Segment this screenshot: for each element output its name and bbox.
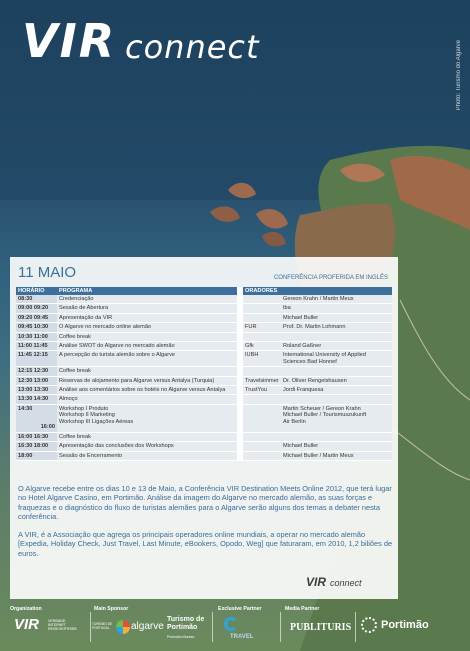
table-row <box>16 313 392 322</box>
table-row <box>16 304 392 313</box>
header-oradores: ORADORES <box>243 287 392 295</box>
table-row <box>16 442 392 451</box>
row-organization-text: Gfk <box>245 343 254 350</box>
row-hora-text: 12:15 12:30 <box>18 368 49 375</box>
row-speaker-text: Roland Gaßner <box>283 343 322 350</box>
row-programa-text: Coffee break <box>59 433 91 440</box>
footer-divider <box>212 612 213 642</box>
row-speaker <box>281 342 392 351</box>
row-programa <box>57 323 237 332</box>
algarve-logo-icon <box>116 620 130 634</box>
table-row <box>16 323 392 332</box>
row-hora <box>16 386 57 395</box>
table-row <box>16 451 392 460</box>
vir-sponsor-subtitle: VERBAND INTERNET REISEVERTRIEB <box>48 619 77 631</box>
row-programa-text: A percepção do turista alemão sobre o Algarve <box>59 352 175 359</box>
portimao-sun-icon <box>361 617 377 633</box>
row-organization-text: Travelsimmer <box>245 377 279 384</box>
footer-divider <box>355 612 356 642</box>
row-hora <box>16 342 57 351</box>
row-speaker-text: Martin Scheuer / Gereon Krahn Michael Buller / Tourismuszukunft Air Berlin <box>283 405 367 425</box>
row-hora-text: 11:45 12:15 <box>18 352 48 359</box>
row-organization <box>243 332 281 341</box>
row-hora-text: 11:00 11:45 <box>18 343 48 350</box>
vir-association-paragraph: A VIR, é a Associação que agrega os principais operadores online mundiais, a operar no mercado alemão [Expedia, Holiday Check, Just Travel, Last Minute, eBookers, Opodo, Weg] que faturaram, em 2010, 1,2 biliões de euros. <box>18 530 393 558</box>
row-speaker <box>281 313 392 322</box>
row-organization <box>243 432 281 441</box>
row-speaker-text: Michael Buller / Martin Meux <box>283 452 354 459</box>
table-row <box>16 332 392 341</box>
travel-logo-icon <box>224 617 238 631</box>
small-logo-connect: connect <box>330 578 362 588</box>
row-speaker-text: Michael Buller <box>283 314 319 321</box>
row-hora <box>16 442 57 451</box>
row-speaker <box>281 442 392 451</box>
row-speaker <box>281 451 392 460</box>
vir-connect-logo <box>22 14 322 70</box>
row-organization <box>243 386 281 395</box>
table-row <box>16 367 392 376</box>
row-programa-text: Apresentação da VIR <box>59 314 113 321</box>
row-hora <box>16 304 57 313</box>
row-hora-text: 10:30 11:00 <box>18 333 48 340</box>
row-programa <box>57 313 237 322</box>
row-organization <box>243 295 281 304</box>
row-hora <box>16 351 57 367</box>
row-speaker <box>281 386 392 395</box>
row-programa <box>57 442 237 451</box>
row-hora <box>16 451 57 460</box>
footer-divider <box>90 612 91 642</box>
row-speaker <box>281 376 392 385</box>
turismo-portimao-subtitle: Promotion Bureau <box>167 635 195 639</box>
intro-paragraph: O Algarve recebe entre os dias 10 e 13 de Maio, a Conferência VIR Destination Meets Online 2012, que terá lugar no Hotel Algarve Casino, em Portimão. Análise da imagem do Algarve no mercado alemão, as suas forças e fraquezas e o diagnóstico do fluxo de turistas alemães para o Algarve serão alguns dos temas a debater nesta conferência. <box>18 484 392 522</box>
small-logo-vir: VIR <box>306 575 327 589</box>
table-row <box>16 432 392 441</box>
row-programa-text: Análise aos comentários sobre os hotéis no Algarve versus Antalya <box>59 387 226 394</box>
table-row <box>16 386 392 395</box>
row-programa <box>57 304 237 313</box>
row-organization-text: TrustYou <box>245 387 267 394</box>
row-speaker <box>281 304 392 313</box>
row-hora-text: 08:30 <box>18 296 33 302</box>
row-organization <box>243 404 281 432</box>
main-sponsor-label: Main Sponsor <box>94 606 129 612</box>
row-organization <box>243 342 281 351</box>
row-hora-text: 14:30 <box>18 405 33 412</box>
algarve-sponsor-logo: algarve <box>131 621 164 632</box>
portimao-logo: Portimão <box>381 619 429 631</box>
row-hora <box>16 367 57 376</box>
row-organization <box>243 351 281 367</box>
row-programa-text: Reservas de alojamento para Algarve versus Antalya (Turquia) <box>59 377 215 384</box>
program-table <box>16 287 392 461</box>
row-hora <box>16 332 57 341</box>
row-programa-text: Almoço <box>59 396 78 403</box>
row-speaker <box>281 404 392 432</box>
table-row <box>16 342 392 351</box>
row-programa <box>57 332 237 341</box>
sponsors-footer <box>0 602 470 651</box>
row-programa-text: O Algarve no mercado online alemão <box>59 324 152 331</box>
row-hora-text: 18:00 <box>18 452 33 459</box>
photo-credit: Photo: Turismo do Algarve <box>456 40 462 111</box>
row-programa <box>57 432 237 441</box>
header-programa: PROGRAMA <box>57 287 237 295</box>
row-programa-text: Workshop I Produto Workshop II Marketing Workshop III Ligações Aéreas <box>59 405 134 425</box>
table-row <box>16 395 392 404</box>
row-speaker <box>281 351 392 367</box>
turismo-portimao-logo: Turismo de Portimão <box>167 616 205 631</box>
logo-connect-text: connect <box>125 28 260 66</box>
row-programa <box>57 451 237 460</box>
row-organization-text: IUBH <box>245 352 259 359</box>
row-hora-text: 13:00 13:30 <box>18 387 49 394</box>
row-speaker-text: Jordi Franquesa <box>283 387 324 394</box>
row-programa <box>57 386 237 395</box>
row-hora <box>16 404 57 432</box>
row-hora-text: 12:30 13:00 <box>18 377 49 384</box>
row-hora <box>16 395 57 404</box>
row-programa-text: Apresentação das conclusões dos Workshops <box>59 443 174 450</box>
media-partner-label: Media Partner <box>285 606 320 612</box>
row-speaker <box>281 367 392 376</box>
row-organization <box>243 442 281 451</box>
header-hora: HORÁRIO <box>16 287 57 295</box>
row-hora-end: 16:00 <box>40 424 55 431</box>
row-organization <box>243 451 281 460</box>
vir-sponsor-logo: VIR <box>14 616 40 633</box>
program-panel <box>10 257 398 599</box>
row-speaker <box>281 395 392 404</box>
row-programa <box>57 376 237 385</box>
row-organization <box>243 376 281 385</box>
row-organization <box>243 304 281 313</box>
organization-label: Organization <box>10 606 42 612</box>
row-speaker-text: Dr. Oliver Rengelshausen <box>283 377 347 384</box>
publituris-logo: PUBLITURIS <box>290 622 352 633</box>
row-hora-text: 13:30 14:30 <box>18 396 49 403</box>
row-hora-text: 09:45 10:30 <box>18 324 49 331</box>
row-speaker-text: Prof. Dr. Martin Lohmann <box>283 324 346 331</box>
program-table-body <box>16 295 392 460</box>
row-hora <box>16 313 57 322</box>
row-hora-text: 16:30 18:00 <box>18 443 49 450</box>
row-programa <box>57 404 237 432</box>
exclusive-partner-label: Exclusive Partner <box>218 606 262 612</box>
row-hora-text: 16:00 16:30 <box>18 433 49 440</box>
table-header-row <box>16 287 392 295</box>
row-programa-text: Coffee break <box>59 333 91 340</box>
row-speaker <box>281 432 392 441</box>
row-programa <box>57 295 237 304</box>
row-speaker <box>281 323 392 332</box>
row-programa-text: Sessão de Encerramento <box>59 452 123 459</box>
row-organization <box>243 313 281 322</box>
row-organization <box>243 323 281 332</box>
row-programa <box>57 342 237 351</box>
row-programa-text: Sessão de Abertura <box>59 305 109 312</box>
row-hora-text: 09:20 09:45 <box>18 314 49 321</box>
footer-divider <box>280 612 281 642</box>
day-title: 11 MAIO <box>18 264 77 281</box>
table-row <box>16 376 392 385</box>
row-speaker-text: International University of Applied Sciences Bad Honnef <box>283 352 367 365</box>
row-hora-text: 09:00 09:20 <box>18 305 49 312</box>
table-row <box>16 295 392 304</box>
row-speaker <box>281 295 392 304</box>
turismo-portugal-text: TURISMO DE PORTUGAL <box>92 622 113 630</box>
row-organization <box>243 367 281 376</box>
row-hora <box>16 295 57 304</box>
row-hora <box>16 376 57 385</box>
row-speaker <box>281 332 392 341</box>
table-row <box>16 404 392 432</box>
conference-language-note: CONFERÊNCIA PROFERIDA EM INGLÊS <box>273 275 388 281</box>
logo-vir-text: VIR <box>22 14 117 68</box>
row-programa <box>57 395 237 404</box>
travel-partner-logo: TRAVEL <box>230 634 254 640</box>
row-programa-text: Análise SWOT do Algarve no mercado alemão <box>59 343 175 350</box>
row-programa <box>57 351 237 367</box>
row-speaker-text: Gereon Krahn / Martin Meux <box>283 296 354 302</box>
row-organization-text: FUR <box>245 324 257 331</box>
table-row <box>16 351 392 367</box>
row-speaker-text: Michael Buller <box>283 443 319 450</box>
row-programa <box>57 367 237 376</box>
row-hora <box>16 323 57 332</box>
row-speaker-text: tba <box>283 305 291 312</box>
row-organization <box>243 395 281 404</box>
row-programa-text: Credenciação <box>59 296 94 302</box>
vir-connect-small-logo <box>306 575 394 591</box>
row-programa-text: Coffee break <box>59 368 91 375</box>
row-hora <box>16 432 57 441</box>
